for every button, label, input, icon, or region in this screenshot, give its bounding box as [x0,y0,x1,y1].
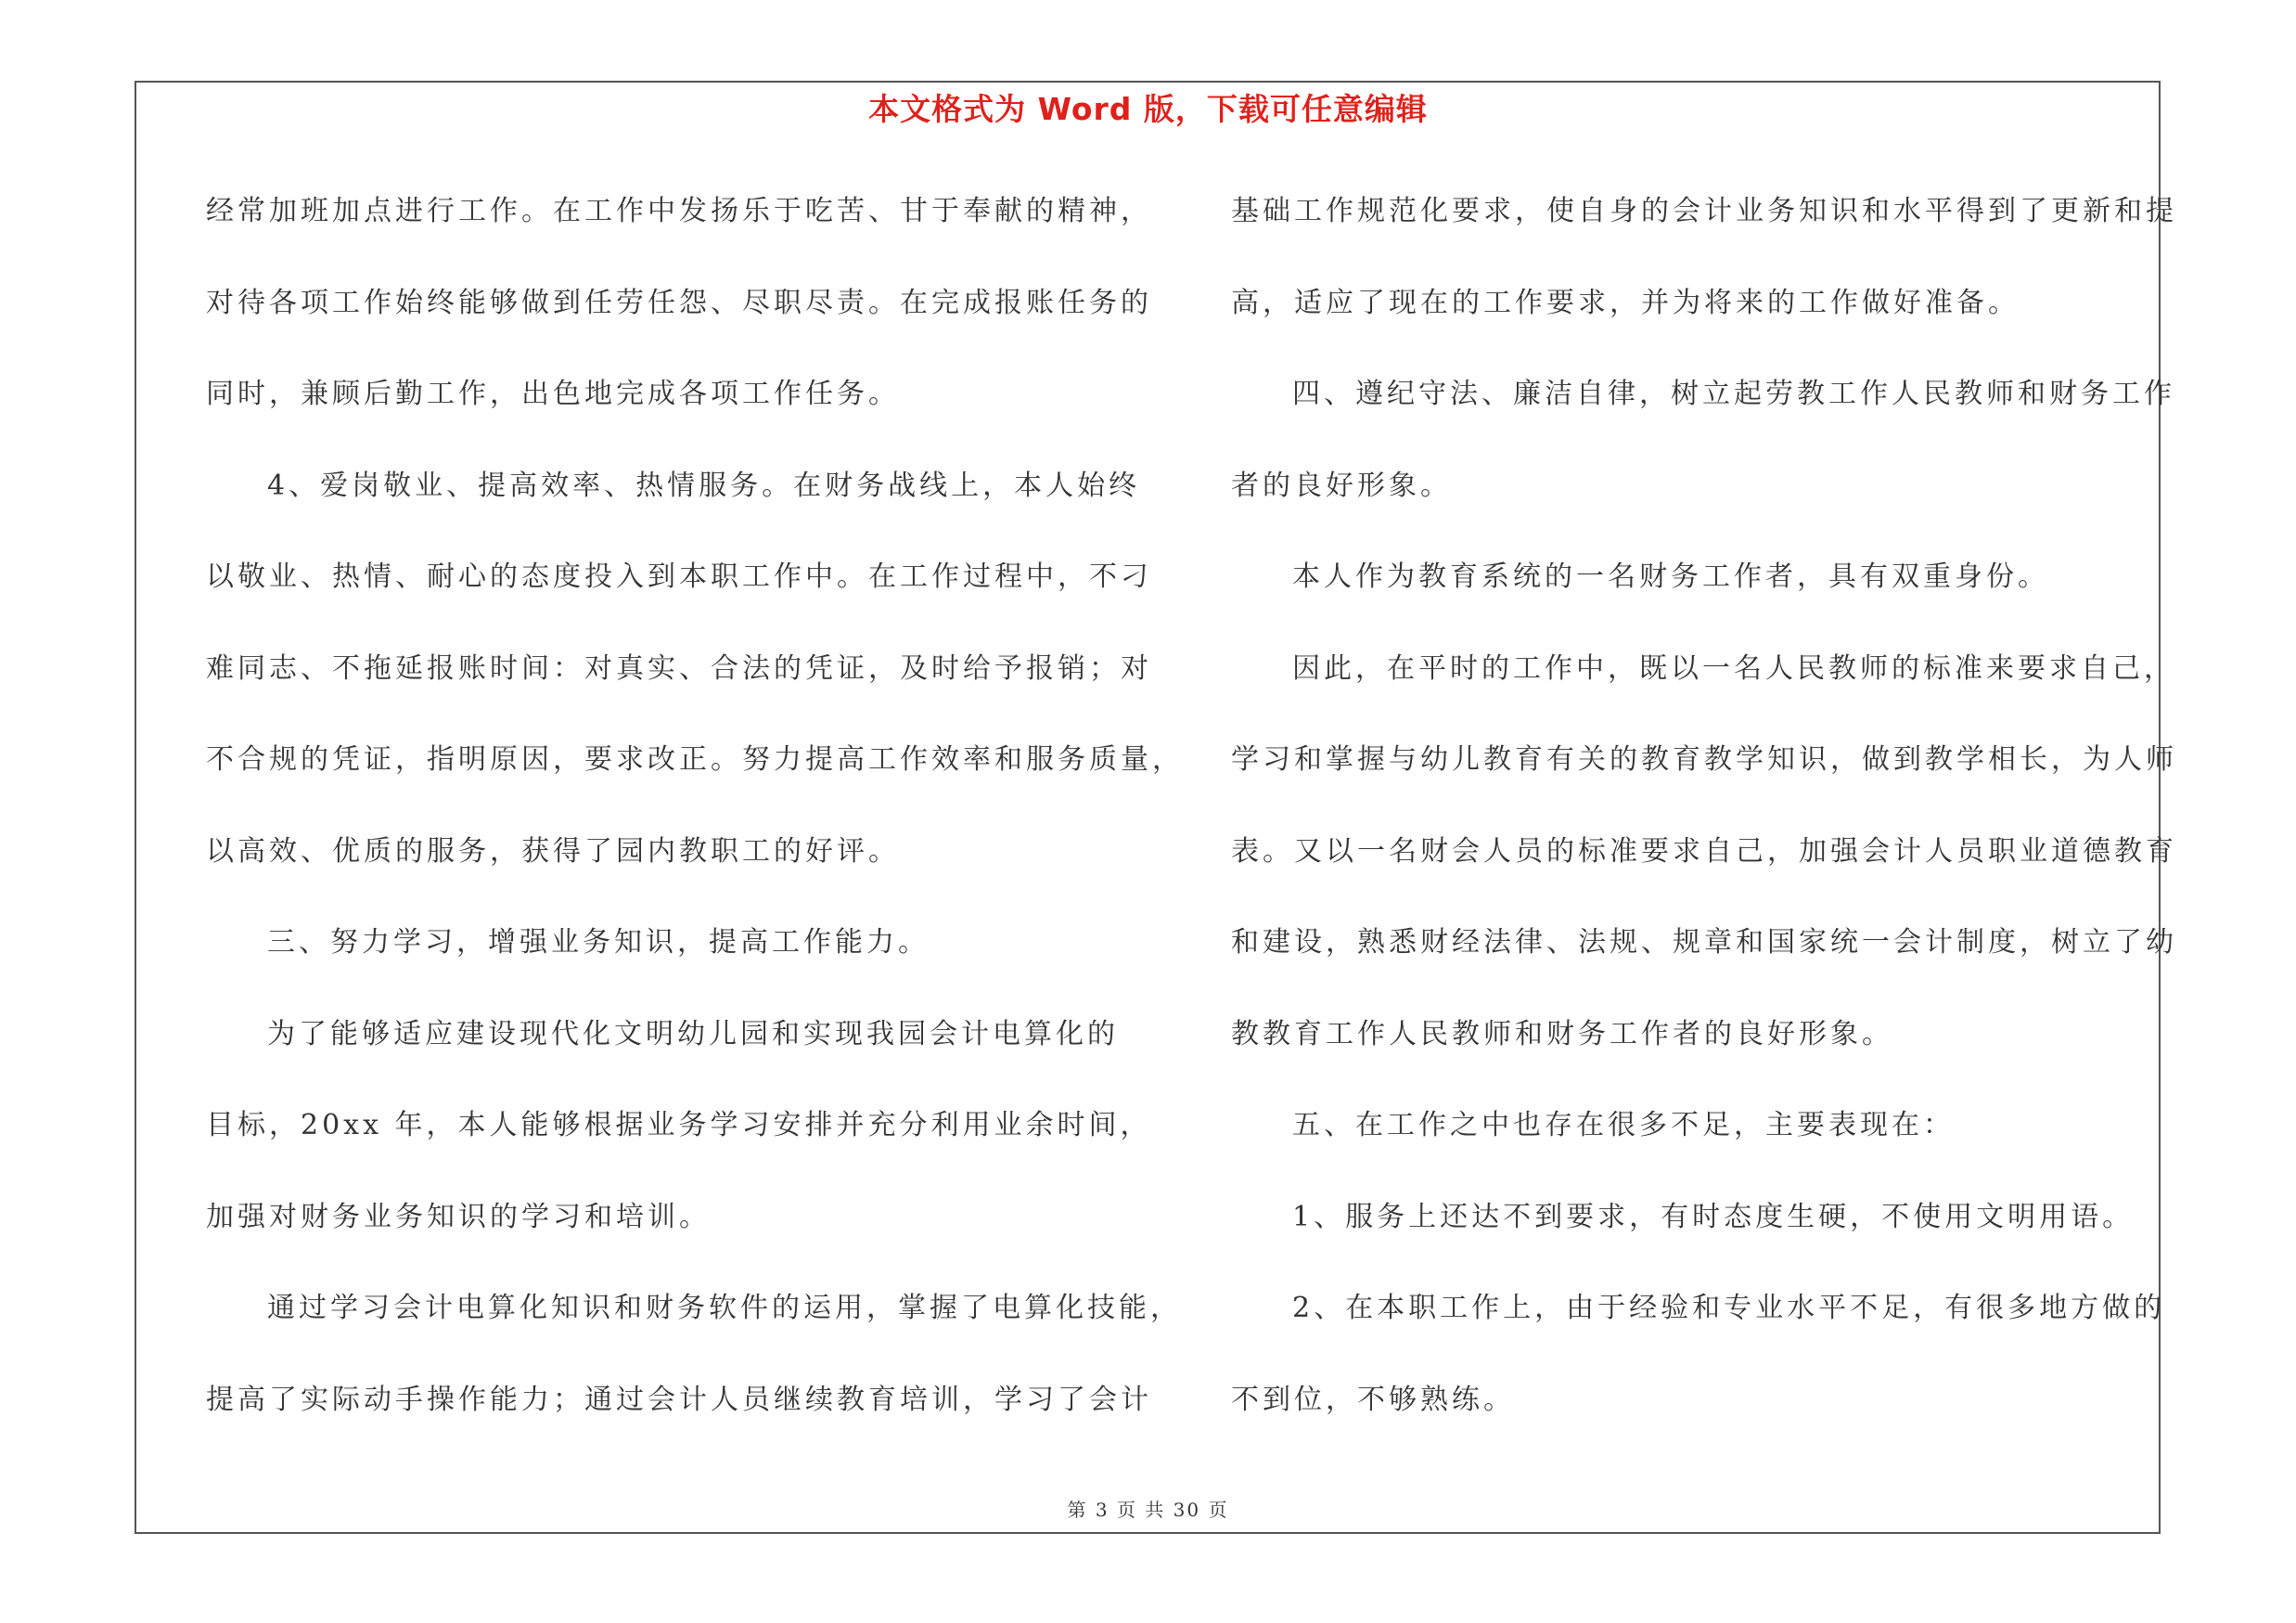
text-line: 为了能够适应建设现代化文明幼儿园和实现我园会计电算化的 [267,1017,1119,1050]
text-line: 1、服务上还达不到要求，有时态度生硬，不使用文明用语。 [1292,1200,2135,1233]
text-line: 4、爱岗敬业、提高效率、热情服务。在财务战线上，本人始终 [267,469,1141,502]
text-line: 以敬业、热情、耐心的态度投入到本职工作中。在工作过程中，不刁 [206,560,1152,593]
text-line: 学习和掌握与幼儿教育有关的教育教学知识，做到教学相长，为人师 [1231,743,2177,776]
text-line: 基础工作规范化要求，使自身的会计业务知识和水平得到了更新和提 [1231,195,2177,227]
text-line: 者的良好形象。 [1231,469,1452,502]
text-line: 因此，在平时的工作中，既以一名人民教师的标准来要求自己， [1292,651,2175,685]
text-line: 表。又以一名财会人员的标准要求自己，加强会计人员职业道德教育 [1231,834,2177,868]
text-line: 五、在工作之中也存在很多不足，主要表现在： [1292,1109,1955,1141]
right-column [1231,182,2177,1462]
text-line: 高，适应了现在的工作要求，并为将来的工作做好准备。 [1231,286,2020,319]
text-line: 同时，兼顾后勤工作，出色地完成各项工作任务。 [206,378,900,410]
text-line: 和建设，熟悉财经法律、法规、规章和国家统一会计制度，树立了幼 [1231,926,2177,959]
text-line: 四、遵纪守法、廉洁自律，树立起劳教工作人民教师和财务工作 [1292,378,2175,410]
left-column [206,182,1184,1462]
text-line: 经常加班加点进行工作。在工作中发扬乐于吃苦、甘于奉献的精神， [206,195,1152,227]
text-line: 以高效、优质的服务，获得了园内教职工的好评。 [206,834,900,868]
text-line: 教教育工作人民教师和财务工作者的良好形象。 [1231,1017,1893,1050]
document-banner: 本文格式为 Word 版，下载可任意编辑 [868,91,1428,127]
text-line: 不到位，不够熟练。 [1231,1383,1515,1416]
text-line: 目标，20xx 年，本人能够根据业务学习安排并充分利用业余时间， [206,1109,1152,1141]
text-line: 通过学习会计电算化知识和财务软件的运用，掌握了电算化技能， [267,1292,1182,1324]
page-number: 第 3 页 共 30 页 [1067,1499,1229,1521]
text-line: 提高了实际动手操作能力；通过会计人员继续教育培训，学习了会计 [206,1383,1152,1416]
text-line: 对待各项工作始终能够做到任劳任怨、尽职尽责。在完成报账任务的 [206,286,1152,319]
text-line: 加强对财务业务知识的学习和培训。 [206,1200,711,1233]
text-line: 三、努力学习，增强业务知识，提高工作能力。 [267,926,930,959]
text-line: 难同志、不拖延报账时间：对真实、合法的凭证，及时给予报销；对 [206,651,1152,685]
text-line: 2、在本职工作上，由于经验和专业水平不足，有很多地方做的 [1292,1292,2166,1324]
text-line: 本人作为教育系统的一名财务工作者，具有双重身份。 [1292,560,2049,593]
text-line: 不合规的凭证，指明原因，要求改正。努力提高工作效率和服务质量， [206,743,1184,776]
